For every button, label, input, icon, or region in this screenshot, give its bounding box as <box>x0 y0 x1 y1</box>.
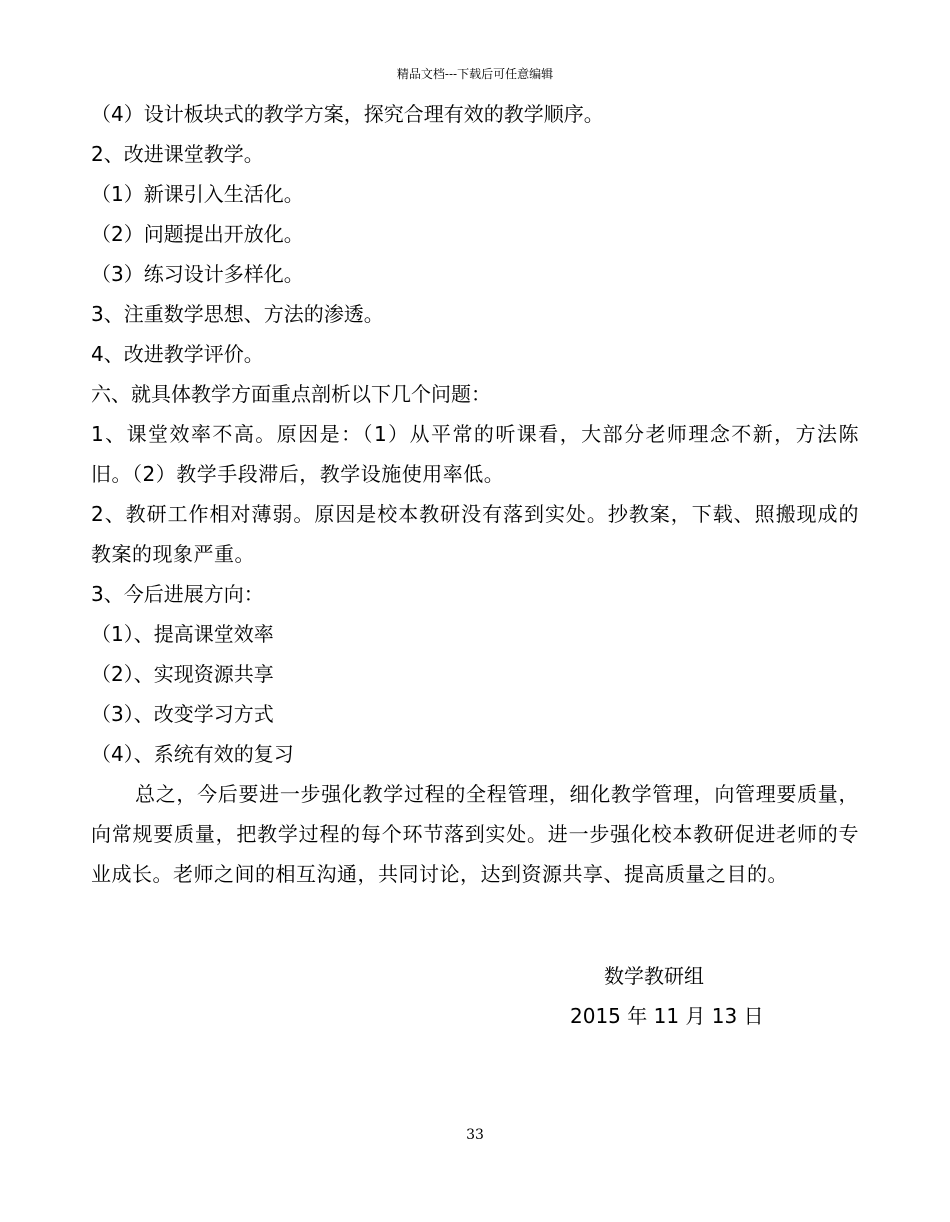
text-line: （1）、提高课堂效率 <box>91 622 274 646</box>
page-number: 33 <box>466 1127 484 1143</box>
text-line: （2）、实现资源共享 <box>91 662 274 686</box>
text-line: （2）问题提出开放化。 <box>91 222 304 246</box>
paragraph-issue-2: 2、教研工作相对薄弱。原因是校本教研没有落到实处。抄教案，下载、照搬现成的教案的现象严重。 <box>91 502 859 566</box>
paragraph-issue-1: 1、课堂效率不高。原因是：（1）从平常的听课看，大部分老师理念不新，方法陈旧。（2）教学手段滞后，教学设施使用率低。 <box>91 422 859 486</box>
signature-date: 2015 年 11 月 13 日 <box>570 1004 764 1028</box>
text-line: （3）练习设计多样化。 <box>91 262 304 286</box>
document-body <box>91 94 859 894</box>
text-line: （4）设计板块式的教学方案，探究合理有效的教学顺序。 <box>91 102 604 126</box>
signature-group: 数学教研组 <box>604 964 704 988</box>
text-line: （1）新课引入生活化。 <box>91 182 304 206</box>
text-line: 3、注重数学思想、方法的渗透。 <box>91 302 384 326</box>
section-heading: 六、就具体教学方面重点剖析以下几个问题： <box>91 382 491 406</box>
text-line: 3、今后进展方向： <box>91 582 264 606</box>
text-line: （4）、系统有效的复习 <box>91 742 294 766</box>
text-line: （3）、改变学习方式 <box>91 702 274 726</box>
paragraph-conclusion: 总之，今后要进一步强化教学过程的全程管理，细化教学管理，向管理要质量，向常规要质量，把教学过程的每个环节落到实处。进一步强化校本教研促进老师的专业成长。老师之间的相互沟通，共同讨论，达到资源共享、提高质量之目的。 <box>91 782 859 886</box>
text-line: 2、改进课堂教学。 <box>91 142 264 166</box>
document-header-note: 精品文档---下载后可任意编辑 <box>396 67 554 81</box>
text-line: 4、改进教学评价。 <box>91 342 264 366</box>
